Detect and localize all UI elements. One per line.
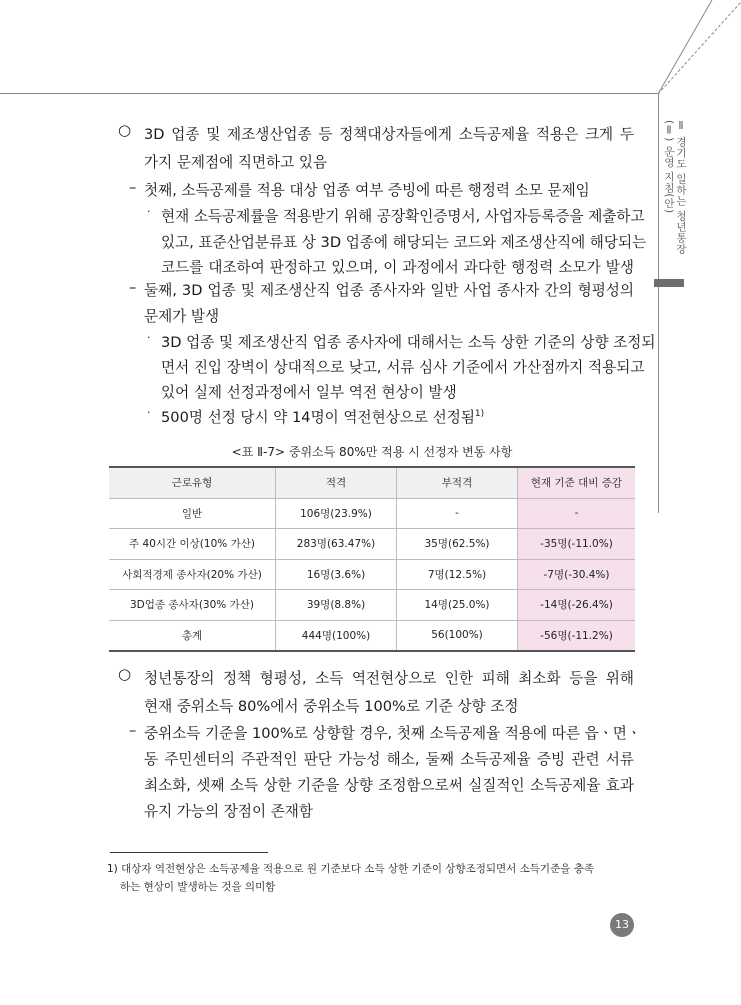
table-row	[109, 620, 635, 651]
section1-dot3	[161, 406, 484, 427]
section2-dash1-line2: 동 주민센터의 주관적인 판단 가능성 해소, 둘째 소득공제율 증빙 관련 서류	[144, 751, 634, 768]
table-cell: 444명(100%)	[276, 620, 397, 651]
section2-dash1-line3: 최소화, 셋째 소득 상한 기준을 상향 조정함으로써 실질적인 소득공제율 효과	[144, 777, 634, 794]
footnote-ref: 1)	[474, 409, 485, 420]
table-cell: 56(100%)	[397, 620, 518, 651]
table-cell: -	[397, 498, 518, 529]
section1-dash2-line2: 문제가 발생	[144, 308, 220, 325]
table-cell: -7명(-30.4%)	[518, 559, 636, 590]
footnote-text-1: 대상자 역전현상은 소득공제율 적용으로 원 기준보다 소득 상한 기준이 상향조정되면서 소득기준을 충족	[121, 863, 594, 875]
section1-line2: 가지 문제점에 직면하고 있음	[144, 154, 328, 171]
section1-dot1-line1: 현재 소득공제률을 적용받기 위해 공장확인증명서, 사업자등록증을 제출하고	[161, 208, 645, 225]
table-cell: 일반	[109, 498, 276, 529]
table-row	[109, 498, 635, 529]
table-cell: 주 40시간 이상(10% 가산)	[109, 529, 276, 560]
section1-line1: 3D 업종 및 제조생산업종 등 정책대상자들에게 소득공제율 적용은 크게 두	[144, 126, 634, 143]
footnote-marker: 1)	[107, 863, 118, 875]
section1-dash1: 첫째, 소득공제를 적용 대상 업종 여부 증빙에 따른 행정력 소모 문제임	[144, 182, 590, 199]
table-cell: -14명(-26.4%)	[518, 590, 636, 621]
section1-dot1-line2: 있고, 표준산업분류표 상 3D 업종에 해당되는 코드와 제조생산직에 해당되는	[161, 234, 647, 251]
footnote-rule	[110, 852, 268, 853]
table-row	[109, 529, 635, 560]
table-cell: 3D업종 종사자(30% 가산)	[109, 590, 276, 621]
table-cell: 106명(23.9%)	[276, 498, 397, 529]
section1-dash2-line1: 둘째, 3D 업종 및 제조생산직 업종 종사자와 일반 사업 종사자 간의 형평성의	[144, 282, 634, 299]
dash-bullet-icon: –	[129, 279, 137, 296]
table-cell: -56명(-11.2%)	[518, 620, 636, 651]
table-cell: 사회적경제 종사자(20% 가산)	[109, 559, 276, 590]
chapter-number: Ⅱ	[675, 120, 687, 133]
table-cell: 283명(63.47%)	[276, 529, 397, 560]
section2-line2: 현재 중위소득 80%에서 중위소득 100%로 기준 상향 조정	[144, 698, 519, 715]
section1-dot1-line3: 코드를 대조하여 판정하고 있으며, 이 과정에서 과다한 행정력 소모가 발생	[161, 259, 634, 276]
footnote-line1	[107, 861, 637, 876]
circle-bullet-icon: ○	[118, 121, 132, 139]
dash-bullet-icon: –	[129, 179, 137, 196]
table-cell: -35명(-11.0%)	[518, 529, 636, 560]
dot-bullet-icon: ·	[147, 331, 151, 344]
table-row	[109, 559, 635, 590]
header-rule	[0, 93, 658, 94]
footnote-line2: 하는 현상이 발생하는 것을 의미함	[120, 881, 276, 893]
table-cell: 14명(25.0%)	[397, 590, 518, 621]
side-tab-bar	[654, 279, 684, 287]
section1-dot2-line3: 있어 실제 선정과정에서 일부 역전 현상이 발생	[161, 384, 457, 401]
section1-dot2-line1: 3D 업종 및 제조생산직 업종 종사자에 대해서는 소득 상한 기준의 상향 조정되	[161, 334, 656, 351]
table-cell: 총계	[109, 620, 276, 651]
dot-bullet-icon: ·	[147, 406, 151, 419]
section1-dot3-text: 500명 선정 당시 약 14명이 역전현상으로 선정됨	[161, 409, 475, 426]
circle-bullet-icon: ○	[118, 665, 132, 683]
table-caption: <표 Ⅱ-7> 중위소득 80%만 적용 시 선정자 변동 사항	[231, 445, 513, 459]
table-row	[109, 590, 635, 621]
table-cell: 35명(62.5%)	[397, 529, 518, 560]
table-header-cell: 근로유형	[109, 467, 276, 498]
section1-dot2-line2: 면서 진입 장벽이 상대적으로 낮고, 서류 심사 기준에서 가산점까지 적용되고	[161, 359, 645, 376]
table-header-cell: 부적격	[397, 467, 518, 498]
section2-line1: 청년통장의 정책 형평성, 소득 역전현상으로 인한 피해 최소화 등을 위해	[144, 670, 634, 687]
section2-dash1-line1: 중위소득 기준을 100%로 상향할 경우, 첫째 소득공제율 적용에 따른 읍ㆍ면ㆍ	[144, 725, 641, 742]
corner-fold-decoration	[650, 0, 741, 94]
chapter-title: 경기도 일하는 청년통장(Ⅱ) 운영 지침(안)	[663, 120, 687, 255]
table-cell: 16명(3.6%)	[276, 559, 397, 590]
table-cell: 39명(8.8%)	[276, 590, 397, 621]
dash-bullet-icon: –	[129, 722, 137, 739]
table-header-cell: 현재 기준 대비 증감	[518, 467, 636, 498]
selection-change-table	[109, 466, 635, 652]
side-rule	[658, 93, 659, 513]
table-header-cell: 적격	[276, 467, 397, 498]
table-cell: 7명(12.5%)	[397, 559, 518, 590]
table-cell: -	[518, 498, 636, 529]
page-number-badge: 13	[610, 913, 634, 937]
section2-dash1-line4: 유지 가능의 장점이 존재함	[144, 803, 313, 820]
table-header-row	[109, 467, 635, 498]
chapter-side-tab	[663, 120, 687, 270]
dot-bullet-icon: ·	[147, 205, 151, 218]
